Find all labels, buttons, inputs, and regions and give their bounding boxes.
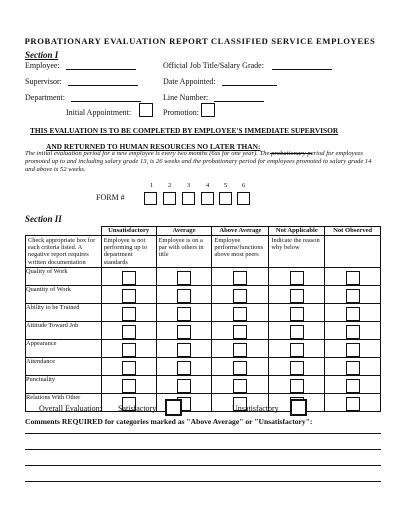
cell-average bbox=[156, 339, 212, 357]
header-unsatisfactory: Unsatisfactory bbox=[101, 227, 156, 236]
header-blank bbox=[26, 227, 102, 236]
checkbox[interactable] bbox=[122, 325, 136, 339]
cell-not-observed bbox=[325, 393, 381, 411]
checkbox[interactable] bbox=[177, 325, 191, 339]
cell-above-average bbox=[212, 303, 269, 321]
table-row bbox=[26, 285, 381, 303]
cell-not-observed bbox=[325, 339, 381, 357]
checkbox[interactable] bbox=[122, 307, 136, 321]
header-not-observed: Not Observed bbox=[325, 227, 381, 236]
table-row bbox=[26, 321, 381, 339]
cell-unsatisfactory bbox=[101, 267, 156, 285]
date-appointed-row bbox=[163, 77, 277, 86]
notice-line-2: AND RETURNED TO HUMAN RESOURCES NO LATER THAN: bbox=[46, 142, 261, 151]
comment-line-4[interactable] bbox=[25, 481, 381, 482]
description-not-applicable: Indicate the reason why below bbox=[269, 236, 325, 268]
table-header-row bbox=[26, 227, 381, 236]
checkbox[interactable] bbox=[290, 361, 304, 375]
comment-line-2[interactable] bbox=[25, 449, 381, 450]
cell-above-average bbox=[212, 321, 269, 339]
description-not-observed bbox=[325, 236, 381, 268]
table-row bbox=[26, 303, 381, 321]
checkbox[interactable] bbox=[233, 307, 247, 321]
cell-average bbox=[156, 303, 212, 321]
comment-line-1[interactable] bbox=[25, 433, 381, 434]
evaluation-table bbox=[25, 226, 381, 412]
notice-paragraph: The initial evaluation period for a new employee is every two months (6xs for one year). The probationary period for employees promoted up to and including salary grade 13, is 26 weeks and the probationary period for employees promoted to salary grade 14 and above is 52 weeks. bbox=[25, 150, 372, 173]
promotion-label: Promotion: bbox=[163, 108, 200, 117]
description-above-average: Employee performs/functions above most peers bbox=[212, 236, 269, 268]
cell-above-average bbox=[212, 285, 269, 303]
checkbox[interactable] bbox=[233, 361, 247, 375]
form-number-2: 2 bbox=[168, 182, 172, 189]
overall-evaluation-label: Overall Evaluation: bbox=[39, 404, 102, 413]
checkbox[interactable] bbox=[122, 379, 136, 393]
header-average: Average bbox=[156, 227, 212, 236]
checkbox[interactable] bbox=[177, 271, 191, 285]
cell-average bbox=[156, 357, 212, 375]
category-label: Punctuality bbox=[26, 375, 102, 393]
checkbox[interactable] bbox=[290, 379, 304, 393]
form-number-1: 1 bbox=[150, 182, 154, 189]
comments-label: Comments REQUIRED for categories marked as "Above Average" or "Unsatisfactory": bbox=[25, 417, 313, 426]
line-number-label: Line Number: bbox=[163, 93, 209, 102]
checkbox[interactable] bbox=[233, 325, 247, 339]
checkbox[interactable] bbox=[290, 289, 304, 303]
date-appointed-field[interactable] bbox=[222, 77, 277, 86]
initial-appointment-label: Initial Appointment: bbox=[66, 108, 132, 117]
cell-not-applicable bbox=[269, 303, 325, 321]
table-row bbox=[26, 375, 381, 393]
job-title-label: Official Job Title/Salary Grade: bbox=[163, 61, 264, 70]
checkbox[interactable] bbox=[346, 325, 360, 339]
cell-above-average bbox=[212, 339, 269, 357]
checkbox[interactable] bbox=[346, 397, 360, 411]
cell-unsatisfactory bbox=[101, 375, 156, 393]
checkbox[interactable] bbox=[290, 325, 304, 339]
promotion-checkbox[interactable] bbox=[201, 103, 215, 117]
checkbox[interactable] bbox=[122, 289, 136, 303]
supervisor-field[interactable] bbox=[68, 77, 138, 86]
checkbox[interactable] bbox=[233, 379, 247, 393]
employee-label: Employee: bbox=[25, 61, 60, 70]
checkbox[interactable] bbox=[290, 307, 304, 321]
cell-not-applicable bbox=[269, 267, 325, 285]
form-box-2[interactable] bbox=[163, 192, 176, 205]
checkbox[interactable] bbox=[346, 271, 360, 285]
checkbox[interactable] bbox=[177, 289, 191, 303]
cell-unsatisfactory bbox=[101, 303, 156, 321]
page-title: PROBATIONARY EVALUATION REPORT CLASSIFIED SERVICE EMPLOYEES bbox=[24, 36, 376, 46]
checkbox[interactable] bbox=[290, 271, 304, 285]
department-row bbox=[25, 93, 141, 102]
cell-not-applicable bbox=[269, 339, 325, 357]
date-appointed-label: Date Appointed: bbox=[163, 77, 216, 86]
cell-average bbox=[156, 375, 212, 393]
employee-row bbox=[25, 61, 136, 70]
form-box-5[interactable] bbox=[219, 192, 232, 205]
cell-unsatisfactory bbox=[101, 339, 156, 357]
checkbox[interactable] bbox=[122, 271, 136, 285]
header-not-applicable: Not Applicable bbox=[269, 227, 325, 236]
unsatisfactory-label: Unsatisfactory bbox=[232, 404, 279, 413]
section-1-heading: Section I bbox=[25, 50, 59, 60]
category-label: Relations With Other bbox=[26, 393, 102, 411]
checkbox[interactable] bbox=[233, 289, 247, 303]
checkbox[interactable] bbox=[122, 361, 136, 375]
form-box-1[interactable] bbox=[144, 192, 157, 205]
cell-above-average bbox=[212, 375, 269, 393]
supervisor-label: Supervisor: bbox=[25, 77, 62, 86]
cell-not-observed bbox=[325, 357, 381, 375]
cell-unsatisfactory bbox=[101, 357, 156, 375]
comment-line-3[interactable] bbox=[25, 465, 381, 466]
department-field[interactable] bbox=[71, 93, 141, 102]
cell-average bbox=[156, 321, 212, 339]
cell-not-applicable bbox=[269, 321, 325, 339]
initial-appointment-checkbox[interactable] bbox=[139, 103, 153, 117]
line-number-row bbox=[163, 93, 264, 102]
cell-not-applicable bbox=[269, 357, 325, 375]
form-box-3[interactable] bbox=[182, 192, 195, 205]
form-box-6[interactable] bbox=[237, 192, 250, 205]
cell-average bbox=[156, 285, 212, 303]
checkbox[interactable] bbox=[346, 289, 360, 303]
form-number-label: FORM # bbox=[96, 193, 125, 202]
checkbox[interactable] bbox=[233, 343, 247, 357]
cell-not-observed bbox=[325, 285, 381, 303]
cell-not-applicable bbox=[269, 285, 325, 303]
category-label: Appearance bbox=[26, 339, 102, 357]
notice-line-1: THIS EVALUATION IS TO BE COMPLETED BY EMPLOYEE'S IMMEDIATE SUPERVISOR bbox=[30, 126, 339, 135]
supervisor-row bbox=[25, 77, 138, 86]
cell-not-observed bbox=[325, 375, 381, 393]
table-row bbox=[26, 339, 381, 357]
section-2-heading: Section II bbox=[25, 214, 62, 224]
header-above-average: Above Average bbox=[212, 227, 269, 236]
form-number-6: 6 bbox=[242, 182, 246, 189]
unsatisfactory-checkbox[interactable] bbox=[290, 399, 307, 416]
category-label: Quantity of Work bbox=[26, 285, 102, 303]
checkbox[interactable] bbox=[346, 307, 360, 321]
cell-not-observed bbox=[325, 303, 381, 321]
description-instructions: Check appropriate box for each criteria listed. A negative report requires written documentation bbox=[26, 236, 102, 268]
form-box-4[interactable] bbox=[201, 192, 214, 205]
checkbox[interactable] bbox=[346, 361, 360, 375]
job-title-row bbox=[163, 61, 332, 70]
form-number-3: 3 bbox=[187, 182, 191, 189]
job-title-field[interactable] bbox=[272, 61, 332, 70]
checkbox[interactable] bbox=[177, 361, 191, 375]
form-number-5: 5 bbox=[224, 182, 228, 189]
checkbox[interactable] bbox=[233, 271, 247, 285]
checkbox[interactable] bbox=[177, 379, 191, 393]
employee-field[interactable] bbox=[66, 61, 136, 70]
category-label: Ability to be Trained bbox=[26, 303, 102, 321]
satisfactory-label: Satisfactory bbox=[118, 404, 157, 413]
description-unsatisfactory: Employee is not performing up to department standards bbox=[101, 236, 156, 268]
checkbox[interactable] bbox=[177, 343, 191, 357]
cell-average bbox=[156, 267, 212, 285]
cell-unsatisfactory bbox=[101, 285, 156, 303]
description-row bbox=[26, 236, 381, 268]
table-row bbox=[26, 267, 381, 285]
table-row bbox=[26, 357, 381, 375]
checkbox[interactable] bbox=[177, 307, 191, 321]
category-label: Attendance bbox=[26, 357, 102, 375]
form-number-4: 4 bbox=[206, 182, 210, 189]
description-average: Employee is on a par with others in title bbox=[156, 236, 212, 268]
checkbox[interactable] bbox=[122, 343, 136, 357]
cell-unsatisfactory bbox=[101, 321, 156, 339]
cell-not-applicable bbox=[269, 375, 325, 393]
department-label: Department: bbox=[25, 93, 65, 102]
cell-above-average bbox=[212, 357, 269, 375]
category-label: Attitude Toward Job bbox=[26, 321, 102, 339]
category-label: Quality of Work bbox=[26, 267, 102, 285]
checkbox[interactable] bbox=[346, 379, 360, 393]
checkbox[interactable] bbox=[346, 343, 360, 357]
cell-above-average bbox=[212, 267, 269, 285]
cell-not-observed bbox=[325, 321, 381, 339]
checkbox[interactable] bbox=[290, 343, 304, 357]
cell-not-observed bbox=[325, 267, 381, 285]
satisfactory-checkbox[interactable] bbox=[165, 399, 182, 416]
line-number-field[interactable] bbox=[214, 93, 264, 102]
